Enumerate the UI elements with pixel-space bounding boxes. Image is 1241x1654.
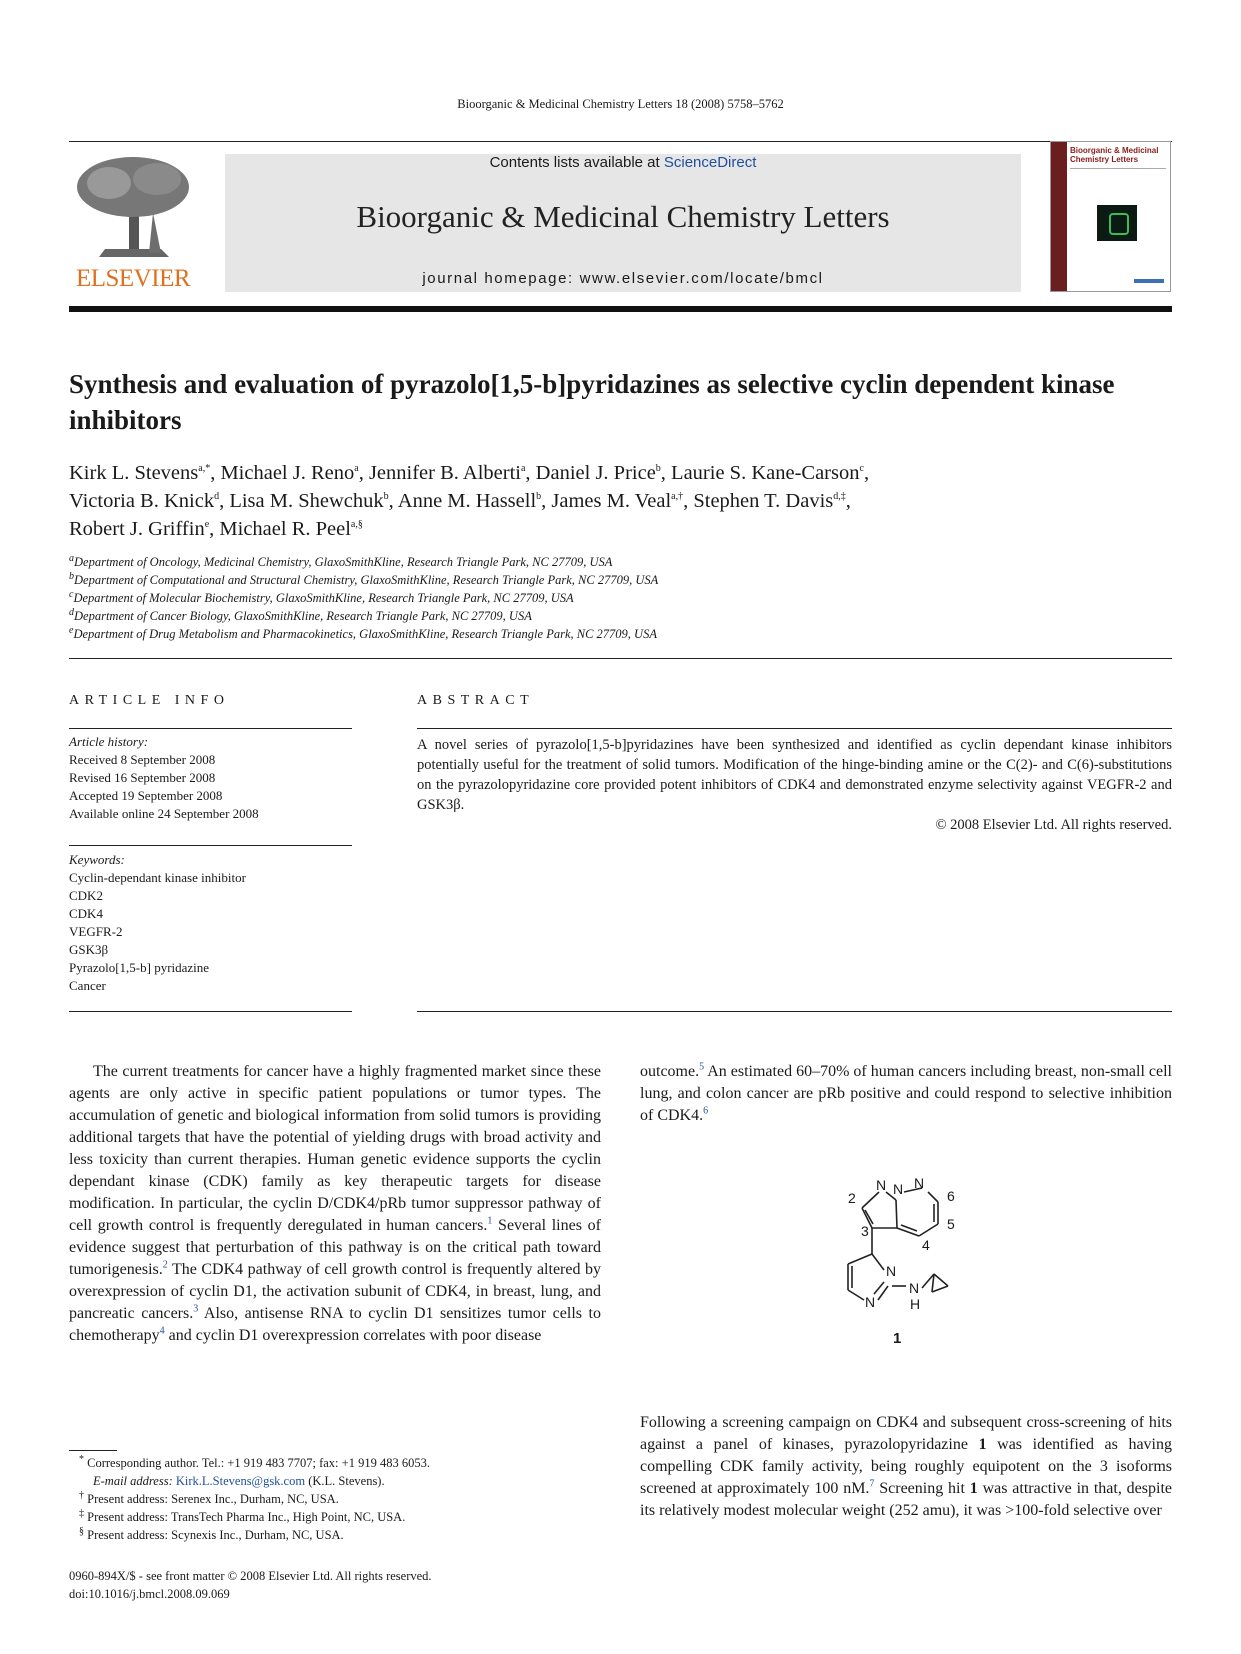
body-paragraph: outcome.$^5$ An estimated 60–70% of human cancers including breast, non-small cell lung, and colon cancer are pRb positive and could respond to selective inhibition of CDK4.$^6$ [640, 1061, 1172, 1124]
author[interactable]: Robert J. Griffin$^e$ [69, 518, 210, 540]
abstract [417, 735, 1172, 835]
position-label: 2 [848, 1190, 856, 1206]
atom-label: N [876, 1177, 887, 1193]
cover-divider [1070, 168, 1166, 183]
history-rule [69, 845, 352, 846]
author[interactable]: James M. Veal$^{a,\dagger}$ [551, 490, 684, 512]
citation-link[interactable]: 4 [159, 1325, 165, 1337]
atom-label: N [914, 1175, 925, 1191]
author[interactable]: Michael J. Reno$^a$ [220, 462, 359, 484]
cover-image [1097, 205, 1137, 241]
atom-label: N [893, 1181, 904, 1197]
author[interactable]: Michael R. Peel$^{a,\S}$ [219, 518, 363, 540]
journal-title: Bioorganic & Medicinal Chemistry Letters [356, 199, 890, 234]
body-right-column-top [640, 1061, 1172, 1127]
article-info-rule [69, 728, 352, 729]
article-history [69, 733, 352, 823]
citation-link[interactable]: 2 [162, 1259, 168, 1271]
keywords [69, 851, 352, 995]
abstract-text: A novel series of pyrazolo[1,5-b]pyridazines have been synthesized and identified as cyclin dependant kinase inhibitors potentially useful for the treatment of solid tumors. Modification of the hinge-binding amine or the C(2)- and C(6)-substitutions on the pyrazolopyridazine core provided potent inhibitors of CDK4 and demonstrated enzyme selectivity against VEGFR-2 and GSK3β. [417, 737, 1172, 813]
position-label: 4 [922, 1237, 930, 1253]
tree-icon [69, 153, 197, 265]
issn-line: 0960-894X/$ - see front matter © 2008 Elsevier Ltd. All rights reserved. [69, 1569, 432, 1583]
keyword: VEGFR-2 [69, 924, 123, 939]
header-rule [69, 141, 1172, 142]
front-matter [69, 1567, 669, 1603]
compound-number: 1 [893, 1330, 902, 1347]
footnote-corresponding: * Corresponding author. Tel.: +1 919 483 7707; fax: +1 919 483 6053. [79, 1453, 430, 1470]
keyword: GSK3β [69, 942, 109, 957]
atom-label: N [909, 1280, 920, 1296]
cover-molecule-icon [1109, 213, 1129, 235]
contents-prefix: Contents lists available at [489, 154, 664, 171]
position-label: 6 [947, 1188, 955, 1204]
cover-band [1051, 142, 1067, 291]
article-title: Synthesis and evaluation of pyrazolo[1,5-b]pyridazines as selective cyclin dependent kinase inhibitors [69, 369, 1115, 435]
citation-link[interactable]: 5 [699, 1061, 705, 1073]
elsevier-logo[interactable] [69, 153, 197, 293]
history-item: Revised 16 September 2008 [69, 770, 216, 785]
keyword: Cyclin-dependant kinase inhibitor [69, 870, 246, 885]
history-item: Received 8 September 2008 [69, 752, 216, 767]
author[interactable]: Daniel J. Price$^b$ [535, 462, 661, 484]
position-label: 3 [861, 1223, 869, 1239]
footnote-email: E-mail address: Kirk.L.Stevens@gsk.com (K.L. Stevens). [93, 1474, 385, 1488]
author[interactable]: Victoria B. Knick$^d$ [69, 490, 220, 512]
history-item: Available online 24 September 2008 [69, 806, 259, 821]
citation-link[interactable]: 1 [487, 1215, 493, 1227]
footnote: § Present address: Scynexis Inc., Durham, NC, USA. [79, 1525, 344, 1542]
contents-line [225, 154, 1021, 171]
citation-link[interactable]: 6 [703, 1105, 709, 1117]
keyword: Pyrazolo[1,5-b] pyridazine [69, 960, 210, 975]
keyword: CDK4 [69, 906, 103, 921]
cover-title: Bioorganic & Medicinal Chemistry Letters [1070, 146, 1159, 164]
article-info-heading: ARTICLE INFO [69, 693, 230, 708]
body-left-column [69, 1061, 601, 1347]
author[interactable]: Jennifer B. Alberti$^a$ [368, 462, 526, 484]
citation-link[interactable]: 7 [869, 1478, 875, 1490]
atom-label: N [886, 1263, 897, 1279]
author[interactable]: Anne M. Hassell$^b$ [397, 490, 542, 512]
keywords-label: Keywords: [69, 852, 125, 867]
doi-link[interactable]: doi:10.1016/j.bmcl.2008.09.069 [69, 1587, 230, 1601]
atom-label: N [865, 1294, 876, 1310]
author[interactable]: Stephen T. Davis$^{d,\ddagger}$ [693, 490, 846, 512]
keyword: CDK2 [69, 888, 103, 903]
footnote: † Present address: Serenex Inc., Durham, NC, USA. [79, 1489, 339, 1506]
abstract-end-rule [417, 1011, 1172, 1012]
position-label: 5 [947, 1216, 955, 1232]
affiliation: $^c$Department of Molecular Biochemistry, GlaxoSmithKline, Research Triangle Park, NC 27709, USA [69, 588, 574, 605]
footnotes [69, 1454, 601, 1544]
author[interactable]: Kirk L. Stevens$^{a,*}$ [69, 462, 211, 484]
keywords-rule [69, 1011, 352, 1012]
sciencedirect-link[interactable]: ScienceDirect [663, 154, 757, 171]
running-head: Bioorganic & Medicinal Chemistry Letters 18 (2008) 5758–5762 [457, 97, 784, 111]
email-link[interactable]: Kirk.L.Stevens@gsk.com [175, 1474, 306, 1488]
abstract-copyright: © 2008 Elsevier Ltd. All rights reserved. [935, 817, 1172, 833]
author[interactable]: Laurie S. Kane-Carson$^c$ [671, 462, 864, 484]
elsevier-wordmark: ELSEVIER [75, 265, 191, 292]
footnote-rule [69, 1450, 117, 1451]
journal-cover-thumbnail[interactable] [1050, 141, 1171, 292]
affiliations [69, 553, 1172, 643]
journal-homepage-link[interactable]: journal homepage: www.elsevier.com/locate/bmcl [422, 270, 824, 287]
citation-link[interactable]: 3 [193, 1303, 199, 1315]
history-item: Accepted 19 September 2008 [69, 788, 223, 803]
affiliation: $^b$Department of Computational and Structural Chemistry, GlaxoSmithKline, Research Triangle Park, NC 27709, USA [69, 570, 659, 587]
footnote: ‡ Present address: TransTech Pharma Inc., High Point, NC, USA. [79, 1507, 406, 1524]
journal-banner [225, 154, 1021, 292]
header-thick-rule [69, 306, 1172, 312]
author-list: Kirk L. Stevens$^{a,*}$, Michael J. Reno$^a$, Jennifer B. Alberti$^a$, Daniel J. Price$^b$, Laurie S. Kane-Carson$^c$, Victoria B. Knick$^d$, Lisa M. Shewchuk$^b$, Anne M. Hassell$^b$, James M. Veal$^{a,\dagger}$, Stephen T. Davis$^{d,\ddagger}$, Robert J. Griffin$^e$, Michael R. Peel$^{a,\S}$ [69, 462, 870, 540]
body-paragraph: The current treatments for cancer have a highly fragmented market since these agents are only active in specific patient populations or tumor types. The accumulation of genetic and biological information from solid tumors is providing additional targets that have the potential of yielding drugs with broad activity and less toxicity than current therapies. Human genetic evidence supports the cyclin dependant kinase (CDK) family as key therapeutic targets for disease modification. In particular, the cyclin D/CDK4/pRb tumor suppressor pathway of cell growth control is frequently deregulated in human cancers.$^1$ Several lines of evidence suggest that perturbation of this pathway is on the critical path toward tumorigenesis.$^2$ The CDK4 pathway of cell growth control is frequently altered by overexpression of cyclin D1, the activation subunit of CDK4, in breast, lung, and pancreatic cancers.$^3$ Also, antisense RNA to cyclin D1 sensitizes tumor cells to chemotherapy$^4$ and cyclin D1 overexpression correlates with poor disease [69, 1063, 601, 1344]
history-label: Article history: [69, 734, 149, 749]
body-paragraph: Following a screening campaign on CDK4 and subsequent cross-screening of hits against a panel of kinases, pyrazolopyridazine 1 was identified as having compelling CDK family activity, being roughly equipotent on the 3 isoforms screened at approximately 100 nM.$^7$ Screening hit 1 was attractive in that, despite its relatively modest molecular weight (252 amu), it was >100-fold selective over [640, 1414, 1173, 1519]
section-rule [69, 658, 1172, 659]
body-right-column-bottom [640, 1412, 1172, 1522]
affiliation: $^a$Department of Oncology, Medicinal Chemistry, GlaxoSmithKline, Research Triangle Park, NC 27709, USA [69, 552, 613, 569]
compound-1-structure [826, 1170, 986, 1345]
affiliation: $^d$Department of Cancer Biology, GlaxoSmithKline, Research Triangle Park, NC 27709, USA [69, 606, 532, 623]
affiliation: $^e$Department of Drug Metabolism and Pharmacokinetics, GlaxoSmithKline, Research Triangle Park, NC 27709, USA [69, 624, 657, 641]
author[interactable]: Lisa M. Shewchuk$^b$ [229, 490, 389, 512]
cover-footer-logo [1134, 279, 1164, 283]
abstract-heading: ABSTRACT [417, 693, 535, 708]
abstract-rule [417, 728, 1172, 729]
keyword: Cancer [69, 978, 106, 993]
atom-label: H [910, 1296, 921, 1312]
